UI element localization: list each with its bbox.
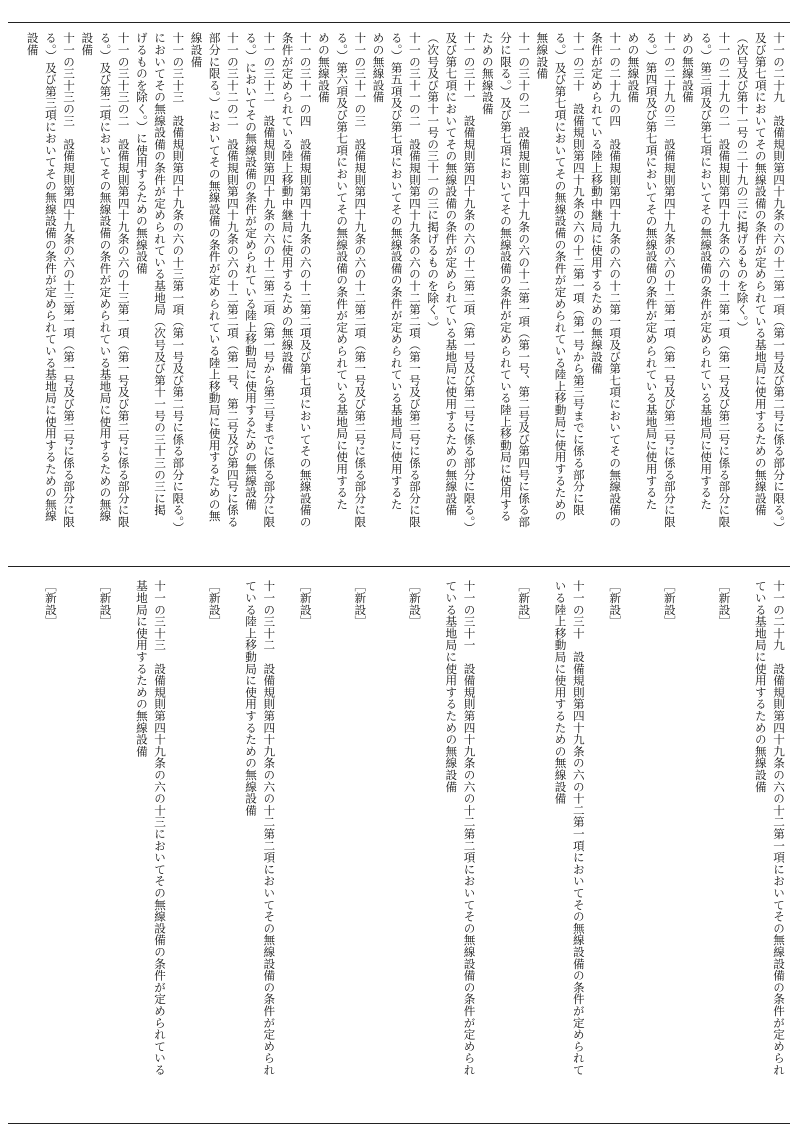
original-text-column: ［新設］ (517, 580, 532, 628)
revised-text-column: めの無線設備 (680, 32, 695, 103)
original-text-column (278, 580, 296, 1120)
original-text-column (23, 580, 41, 1120)
original-text-column (697, 580, 715, 1120)
revised-text-column: 十一の三十一 設備規則第四十九条の六の十二第二項（第一号及び第二号に係る部分に限る。） (462, 32, 477, 534)
original-text-column (224, 580, 242, 1120)
original-text-column (369, 580, 387, 1120)
original-text-column: 基地局に使用するための無線設備 (134, 580, 149, 757)
revised-text-column: 設備 (25, 32, 40, 56)
revised-text-column: 十一の三十 設備規則第四十九条の六の十二第一項（第一号から第三号までに係る部分に限 (571, 32, 586, 516)
original-text-column: ［新設］ (43, 580, 58, 628)
middle-rule (8, 566, 790, 567)
revised-text-column: （次号及び第十一号の三十一の三に掲げるものを除く。） (426, 32, 441, 333)
original-text-column (10, 580, 23, 1120)
original-text-column: 十一の三十三 設備規則第四十九条の六の十三においてその無線設備の条件が定められている (153, 580, 168, 1076)
revised-text-column: めの無線設備 (371, 32, 386, 103)
top-rule (8, 22, 790, 23)
revised-text-column: 十一の三十一の三 設備規則第四十九条の六の十二第二項（第一号及び第二号に係る部分に限 (353, 32, 368, 528)
revised-text-column: る。）第三項及び第七項においてその無線設備の条件が定められている基地局に使用するた (699, 32, 714, 510)
revised-text-column: 十一の三十三の二 設備規則第四十九条の六の十三第一項（第一号及び第二号に係る部分に限 (116, 32, 131, 528)
original-text-column: ている基地局に使用するための無線設備 (444, 580, 459, 793)
original-text-column: 十一の三十 設備規則第四十九条の六の十二第一項においてその無線設備の条件が定められて (571, 580, 586, 1076)
original-text-column (497, 580, 515, 1120)
original-text-column: ［新設］ (407, 580, 422, 628)
original-text-column (114, 580, 132, 1120)
revised-text-column: る。）第六項及び第七項においてその無線設備の条件が定められている基地局に使用するた (335, 32, 350, 510)
revised-text-section (10, 32, 788, 560)
revised-text-column: 分に限る。）及び第七項においてその無線設備の条件が定められている陸上移動局に使用する (498, 32, 513, 522)
revised-text-column: 十一の二十九の三 設備規則第四十九条の六の十二第一項（第一号及び第二号に係る部分に限 (662, 32, 677, 528)
original-text-column (169, 580, 187, 1120)
original-text-column (424, 580, 442, 1120)
original-text-section (10, 580, 788, 1120)
revised-text-column: 十一の三十二の二 設備規則第四十九条の六の十二第二項（第一号、第二号及び第四号に係る (225, 32, 240, 528)
original-text-column (733, 580, 751, 1120)
original-text-column: ［新設］ (298, 580, 313, 628)
revised-text-column: 及び第七項においてその無線設備の条件が定められている基地局に使用するための無線設備 (444, 32, 459, 516)
original-text-column: ［新設］ (662, 580, 677, 628)
revised-text-column: げるものを除く。）に使用するための無線設備 (134, 32, 149, 274)
original-text-column (479, 580, 497, 1120)
revised-text-column: 条件が定められている陸上移動中継局に使用するための無線設備 (589, 32, 604, 375)
original-text-column (388, 580, 406, 1120)
revised-text-column: る。）及び第七項においてその無線設備の条件が定められている陸上移動局に使用するための (553, 32, 568, 522)
original-text-column (624, 580, 642, 1120)
original-text-column (588, 580, 606, 1120)
original-text-column (533, 580, 551, 1120)
original-text-column: 十一の三十二 設備規則第四十九条の六の十二第二項においてその無線設備の条件が定められ (262, 580, 277, 1076)
original-text-column (78, 580, 96, 1120)
original-text-column: ［新設］ (98, 580, 113, 628)
revised-text-column: 十一の二十九の二 設備規則第四十九条の六の十二第一項（第一号及び第二号に係る部分に限 (717, 32, 732, 528)
original-text-column: いる陸上移動局に使用するための無線設備 (553, 580, 568, 805)
original-text-column: 十一の二十九 設備規則第四十九条の六の十二第一項においてその無線設備の条件が定められ (772, 580, 786, 1076)
original-text-column: ［新設］ (608, 580, 623, 628)
revised-text-column: 条件が定められている陸上移動中継局に使用するための無線設備 (280, 32, 295, 375)
original-text-column: 十一の三十一 設備規則第四十九条の六の十二第二項においてその無線設備の条件が定められ (462, 580, 477, 1076)
bottom-rule (8, 1123, 790, 1124)
revised-text-column: （次号及び第十一号の二十九の三に掲げるものを除く。） (735, 32, 750, 333)
original-text-columns (10, 580, 788, 1120)
revised-text-column: 無線設備 (535, 32, 550, 80)
revised-text-column: 十一の三十一の二 設備規則第四十九条の六の十二第二項（第一号及び第二号に係る部分に限 (407, 32, 422, 528)
revised-text-column: る。）及び第二項においてその無線設備の条件が定められている基地局に使用するための無線 (98, 32, 113, 522)
revised-text-column: ための無線設備 (480, 32, 495, 115)
original-text-column (187, 580, 205, 1120)
original-text-column (642, 580, 660, 1120)
revised-text-column: 十一の二十九 設備規則第四十九条の六の十二第一項（第一号及び第二号に係る部分に限る。） (772, 32, 786, 534)
original-text-column (315, 580, 333, 1120)
original-text-column (60, 580, 78, 1120)
original-text-column: ［新設］ (207, 580, 222, 628)
revised-text-columns (10, 32, 788, 560)
revised-text-column: 十一の三十一の四 設備規則第四十九条の六の十二第二項及び第七項においてその無線設備の (298, 32, 313, 528)
revised-text-column: 十一の三十三の三 設備規則第四十九条の六の十三第一項（第一号及び第二号に係る部分に限 (62, 32, 77, 528)
revised-text-column: る。）及び第三項においてその無線設備の条件が定められている基地局に使用するための無線 (43, 32, 58, 522)
original-text-column: ている陸上移動局に使用するための無線設備 (244, 580, 259, 816)
original-text-column: ［新設］ (353, 580, 368, 628)
revised-text-column: 十一の三十の二 設備規則第四十九条の六の十二第一項（第一号、第二号及び第四号に係る部 (517, 32, 532, 528)
revised-text-column: 部分に限る。）においてその無線設備の条件が定められている陸上移動局に使用するための無 (207, 32, 222, 522)
original-text-column (679, 580, 697, 1120)
revised-text-column: る。）第四項及び第七項においてその無線設備の条件が定められている基地局に使用するた (644, 32, 659, 510)
original-text-column: ている基地局に使用するための無線設備 (753, 580, 768, 793)
revised-text-column: においてその無線設備の条件が定められている基地局（次号及び第十一号の三十三の三に掲 (153, 32, 168, 516)
revised-text-column: 十一の三十三 設備規則第四十九条の六の十三第一項（第一号及び第二号に係る部分に限る。） (171, 32, 186, 534)
revised-text-column: めの無線設備 (626, 32, 641, 103)
original-text-column: ［新設］ (717, 580, 732, 628)
revised-text-column: 十一の二十九の四 設備規則第四十九条の六の十二第一項及び第七項においてその無線設備の (608, 32, 623, 528)
revised-text-column: る。）においてその無線設備の条件が定められている陸上移動局に使用するための無線設備 (244, 32, 259, 510)
revised-text-column: めの無線設備 (316, 32, 331, 103)
revised-text-column: 及び第七項においてその無線設備の条件が定められている基地局に使用するための無線設備 (753, 32, 768, 516)
revised-text-column: 十一の三十二 設備規則第四十九条の六の十二第二項（第一号から第三号までに係る部分に限 (262, 32, 277, 528)
revised-text-column: 設備 (80, 32, 95, 56)
revised-text-column: 線設備 (189, 32, 204, 68)
revised-text-column: る。）第五項及び第七項においてその無線設備の条件が定められている基地局に使用するた (389, 32, 404, 510)
original-text-column (333, 580, 351, 1120)
